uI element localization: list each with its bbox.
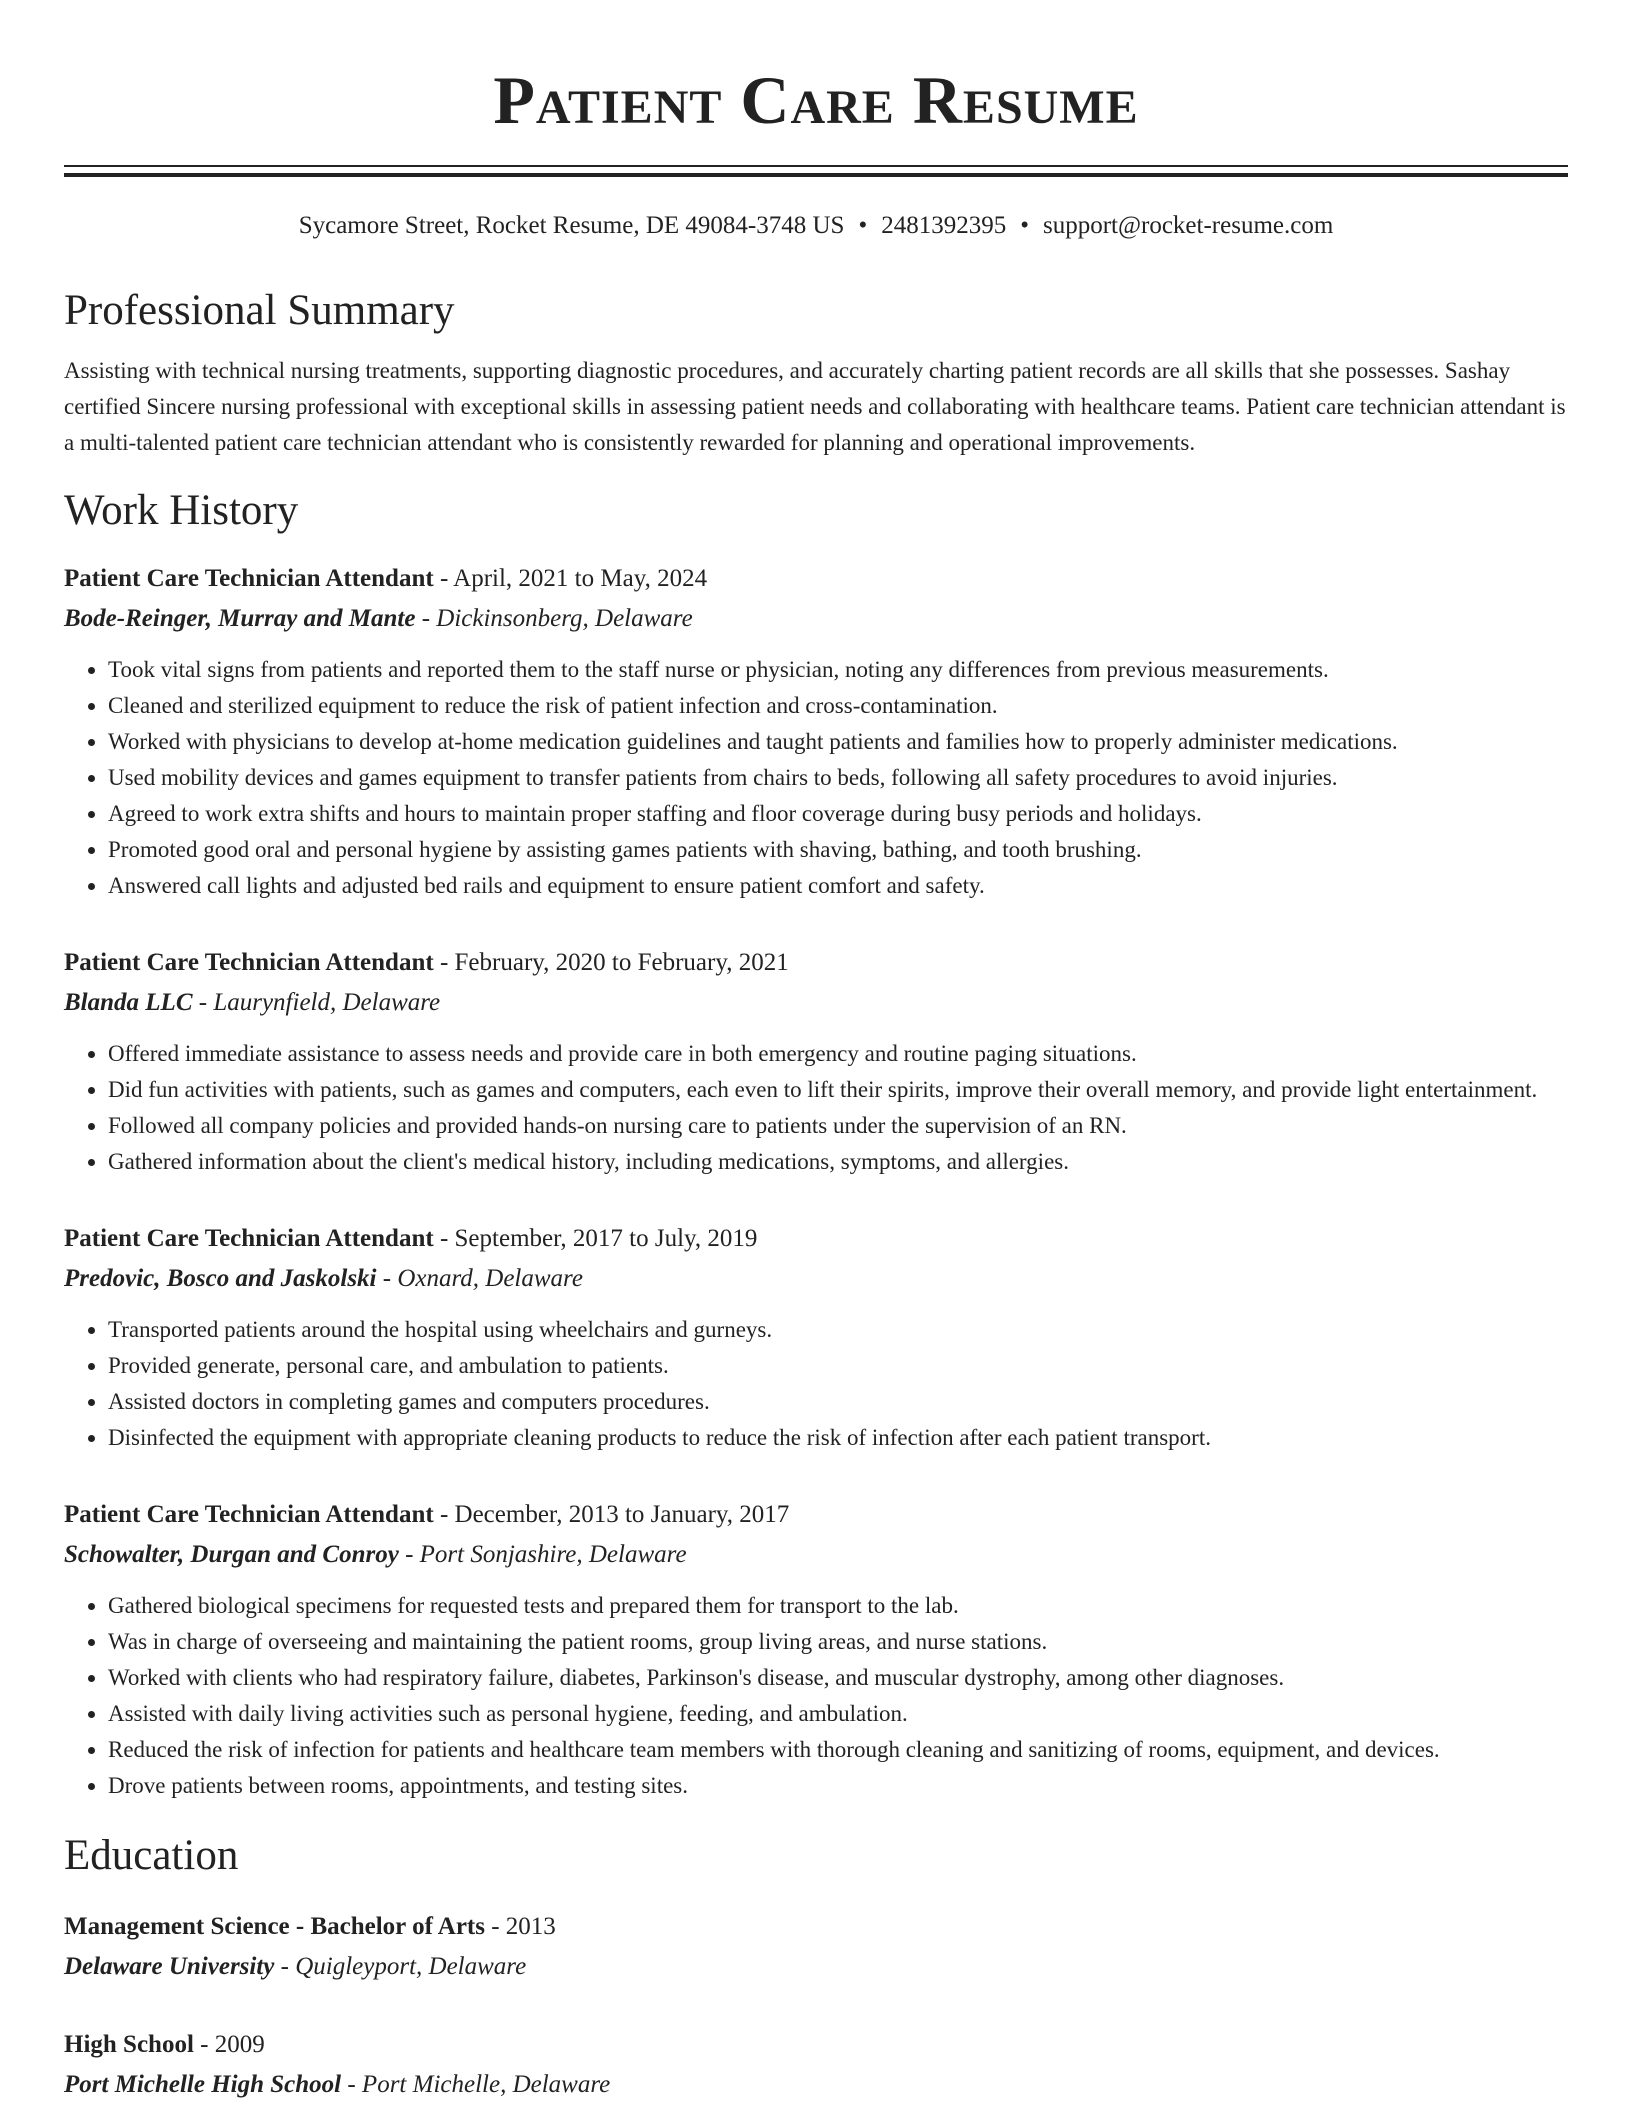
summary-text: Assisting with technical nursing treatments, supporting diagnostic procedures, and accurately charting patient records are all skills that she possesses. Sashay certified Sincere nursing professional with exceptional skills in assessing patient needs and collaborating with healthcare teams. Patient care technician attendant is a multi-talented patient care technician attendant who is consistently rewarded for planning and operational improvements. — [64, 357, 1566, 455]
company-location: - Dickinsonberg, Delaware — [415, 605, 693, 633]
degree-line — [64, 2026, 1568, 2064]
company-line — [64, 984, 1568, 1022]
job-bullet: • Assisted with daily living activities such as personal hygiene, feeding, and ambulation. — [108, 1696, 1568, 1732]
job-dates: - February, 2020 to February, 2021 — [433, 949, 789, 977]
job-entry — [64, 1496, 1568, 1804]
company-name: Bode-Reinger, Murray and Mante — [64, 605, 416, 633]
job-bullet: • Followed all company policies and provided hands-on nursing care to patients under the supervision of an RN. — [108, 1108, 1568, 1144]
company-location: - Laurynfield, Delaware — [192, 989, 441, 1017]
job-bullet: • Took vital signs from patients and reported them to the staff nurse or physician, noting any differences from previous measurements. — [108, 652, 1568, 688]
summary-heading: Professional Summary — [64, 287, 455, 334]
job-bullet: • Drove patients between rooms, appointments, and testing sites. — [108, 1768, 1568, 1804]
job-bullets — [64, 652, 1568, 904]
education-entry — [64, 1908, 1568, 1986]
job-bullet: • Transported patients around the hospital using wheelchairs and gurneys. — [108, 1312, 1568, 1348]
school-line — [64, 2066, 1568, 2104]
company-name: Predovic, Bosco and Jaskolski — [64, 1265, 377, 1293]
school-name: Delaware University — [64, 1952, 275, 1980]
job-bullet: • Reduced the risk of infection for patients and healthcare team members with thorough cleaning and sanitizing of rooms, equipment, and devices. — [108, 1732, 1568, 1768]
job-bullet: • Worked with clients who had respiratory failure, diabetes, Parkinson's disease, and muscular dystrophy, among other diagnoses. — [108, 1660, 1568, 1696]
company-name: Blanda LLC — [64, 989, 193, 1017]
degree-name: Management Science - Bachelor of Arts — [64, 1912, 485, 1940]
job-bullet: • Promoted good oral and personal hygiene by assisting games patients with shaving, bathing, and tooth brushing. — [108, 832, 1568, 868]
contact-address: Sycamore Street, Rocket Resume, DE 49084-3748 US — [298, 212, 845, 239]
school-location: - Port Michelle, Delaware — [341, 2070, 611, 2098]
job-dates: - December, 2013 to January, 2017 — [433, 1501, 790, 1529]
resume-page — [64, 0, 1568, 2104]
title-divider-top — [64, 165, 1568, 167]
school-name: Port Michelle High School — [64, 2070, 342, 2098]
school-line — [64, 1948, 1568, 1986]
degree-year: - 2013 — [484, 1912, 556, 1940]
degree-year: - 2009 — [193, 2030, 265, 2058]
job-bullet: • Gathered biological specimens for requested tests and prepared them for transport to the lab. — [108, 1588, 1568, 1624]
contact-separator: • — [858, 212, 868, 239]
job-bullet: • Worked with physicians to develop at-home medication guidelines and taught patients and families how to properly administer medications. — [108, 724, 1568, 760]
job-bullet: • Offered immediate assistance to assess needs and provide care in both emergency and routine paging situations. — [108, 1036, 1568, 1072]
job-title-line — [64, 560, 1568, 598]
contact-email: support@rocket-resume.com — [1042, 212, 1334, 239]
resume-title: Patient Care Resume — [493, 62, 1139, 138]
job-bullet: • Used mobility devices and games equipment to transfer patients from chairs to beds, following all safety procedures to avoid injuries. — [108, 760, 1568, 796]
degree-name: High School — [64, 2030, 194, 2058]
job-bullet: • Provided generate, personal care, and ambulation to patients. — [108, 1348, 1568, 1384]
job-title: Patient Care Technician Attendant — [64, 949, 434, 977]
job-dates: - September, 2017 to July, 2019 — [433, 1225, 758, 1253]
company-line — [64, 1536, 1568, 1574]
job-bullet: • Assisted doctors in completing games and computers procedures. — [108, 1384, 1568, 1420]
job-bullets — [64, 1036, 1568, 1180]
education-heading: Education — [64, 1832, 239, 1880]
contact-phone: 2481392395 — [881, 212, 1007, 239]
job-entry — [64, 1220, 1568, 1456]
job-bullets — [64, 1588, 1568, 1804]
job-bullet: • Gathered information about the client's medical history, including medications, symptoms, and allergies. — [108, 1144, 1568, 1180]
job-entry — [64, 560, 1568, 904]
work-history-heading: Work History — [64, 486, 299, 534]
school-location: - Quigleyport, Delaware — [274, 1952, 527, 1980]
job-title-line — [64, 944, 1568, 982]
job-bullet: • Disinfected the equipment with appropriate cleaning products to reduce the risk of infection after each patient transport. — [108, 1420, 1568, 1456]
education-entry — [64, 2026, 1568, 2104]
job-bullet: • Did fun activities with patients, such as games and computers, each even to lift their spirits, improve their overall memory, and provide light entertainment. — [108, 1072, 1568, 1108]
contact-separator: • — [1020, 212, 1029, 239]
job-dates: - April, 2021 to May, 2024 — [433, 565, 708, 593]
job-entry — [64, 944, 1568, 1180]
degree-line — [64, 1908, 1568, 1946]
job-bullet: • Cleaned and sterilized equipment to reduce the risk of patient infection and cross-contamination. — [108, 688, 1568, 724]
job-title: Patient Care Technician Attendant — [64, 565, 434, 593]
job-bullet: • Answered call lights and adjusted bed rails and equipment to ensure patient comfort and safety. — [108, 868, 1568, 904]
job-bullet: • Agreed to work extra shifts and hours to maintain proper staffing and floor coverage during busy periods and holidays. — [108, 796, 1568, 832]
company-location: - Oxnard, Delaware — [376, 1265, 583, 1293]
title-divider-bottom — [64, 173, 1568, 177]
company-line — [64, 600, 1568, 638]
job-bullets — [64, 1312, 1568, 1456]
company-line — [64, 1260, 1568, 1298]
job-title: Patient Care Technician Attendant — [64, 1225, 434, 1253]
job-title: Patient Care Technician Attendant — [64, 1501, 434, 1529]
job-title-line — [64, 1496, 1568, 1534]
job-title-line — [64, 1220, 1568, 1258]
job-bullet: • Was in charge of overseeing and maintaining the patient rooms, group living areas, and nurse stations. — [108, 1624, 1568, 1660]
contact-line — [64, 211, 1568, 241]
company-location: - Port Sonjashire, Delaware — [398, 1541, 687, 1569]
company-name: Schowalter, Durgan and Conroy — [64, 1541, 399, 1569]
